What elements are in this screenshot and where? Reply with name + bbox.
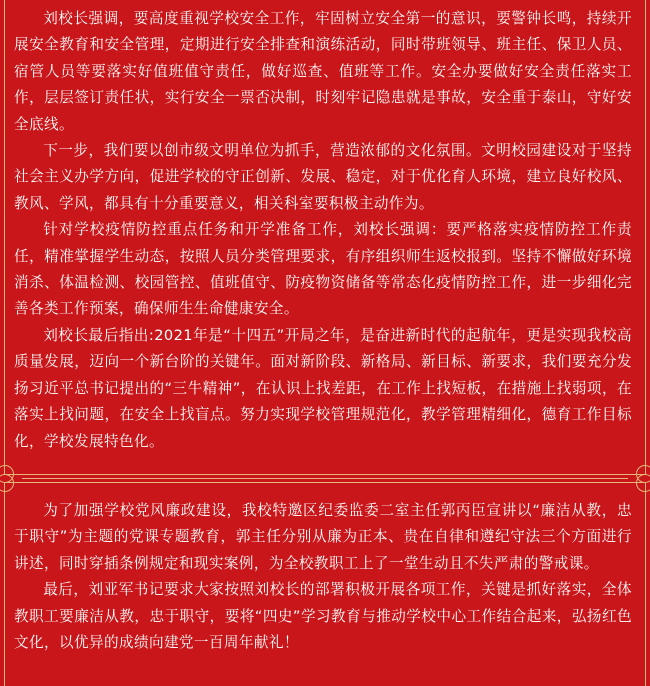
article-section-1: [14, 6, 632, 455]
paragraph-closing-remarks: 刘校长最后指出:2021年是“十四五”开局之年，是奋进新时代的起航年，更是实现我校高质量发展，迈向一个新台阶的关键年。面对新阶段、新格局、新目标、新要求，我们要充分发扬习近平总书记提出的“三牛精神”，在认识上找差距，在工作上找短板，在措施上找弱项，在落实上找问题，在安全上找盲点。努力实现学校管理规范化，教学管理精细化，德育工作目标化，学校发展特色化。: [14, 326, 632, 450]
paragraph-civilized-campus: 下一步，我们要以创市级文明单位为抓手，营造浓郁的文化氛围。文明校园建设对于坚持社会主义办学方向，促进学校的守正创新、发展、稳定，对于优化育人环境，建立良好校风、教风、学风，都具有十分重要意义，相关科室要积极主动作为。: [14, 142, 632, 212]
paragraph-integrity-lecture: 为了加强学校党风廉政建设，我校特邀区纪委监委二室主任郭丙臣宣讲以“廉洁从教，忠于职守”为主题的党课专题教育，郭主任分别从廉为正本、贵在自律和遵纪守法三个方面进行讲述，同时穿插条例规定和现实案例，为全校教职工上了一堂生动且不失严肃的警戒课。: [14, 502, 632, 572]
frame-corner-curl: [0, 474, 14, 492]
paragraph-safety-work: 刘校长强调，要高度重视学校安全工作，牢固树立安全第一的意识，要警钟长鸣，持续开展安全教育和安全管理，定期进行安全排查和演练活动，同时带班领导、班主任、保卫人员、宿管人员等要落实好值班值守责任，做好巡查、值班等工作。安全办要做好安全责任落实工作，层层签订责任状，实行安全一票否决制，时刻牢记隐患就是事故，安全重于泰山，守好安全底线。: [14, 10, 632, 133]
section-divider: [22, 478, 628, 479]
paragraph-party-secretary-request: 最后，刘亚军书记要求大家按照刘校长的部署积极开展各项工作，关键是抓好落实，全体教职工要廉洁从教，忠于职守，要将“四史”学习教育与推动学校中心工作结合起来，弘扬红色文化，以优异的成绩向建党一百周年献礼！: [14, 581, 632, 652]
frame-corner-curl: [636, 474, 650, 492]
article-section-2: [14, 498, 632, 656]
paragraph-epidemic-prevention: 针对学校疫情防控重点任务和开学准备工作，刘校长强调：要严格落实疫情防控工作责任，精准掌握学生动态，按照人员分类管理要求，有序组织师生返校报到。坚持不懈做好环境消杀、体温检测、校园管控、值班值守、防疫物资储备等常态化疫情防控工作，进一步细化完善各类工作预案，确保师生生命健康安全。: [14, 221, 632, 318]
